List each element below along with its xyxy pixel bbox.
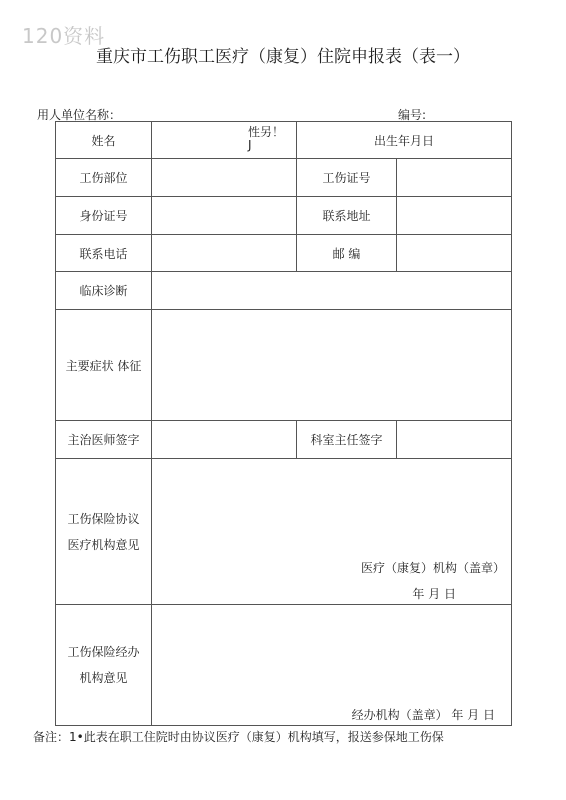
name-field[interactable] <box>152 122 297 159</box>
doctor-sign-label: 主治医师签字 <box>56 421 152 459</box>
form-row-agency-opinion <box>56 605 512 726</box>
id-field[interactable] <box>152 197 297 235</box>
number-label: 编号: <box>398 108 427 122</box>
medical-stamp-label: 医疗（康复）机构（盖章） <box>361 561 506 575</box>
application-form-table <box>55 121 512 726</box>
form-row-phone <box>56 235 512 272</box>
form-row-medical-opinion <box>56 459 512 605</box>
phone-label: 联系电话 <box>56 235 152 272</box>
remark-text: 备注：1•此表在职工住院时由协议医疗（康复）机构填写，报送参保地工伤保 <box>33 730 444 744</box>
form-row-id <box>56 197 512 235</box>
gender-label: 性另！ <box>248 125 285 139</box>
postcode-field[interactable] <box>397 235 512 272</box>
dob-label: 出生年月日 <box>297 122 512 159</box>
diagnosis-field[interactable] <box>152 272 512 310</box>
name-label: 姓名 <box>56 122 152 159</box>
watermark: 120资料 <box>22 24 106 48</box>
medical-opinion-label: 工伤保险协议 医疗机构意见 <box>56 459 152 605</box>
director-sign-field[interactable] <box>397 421 512 459</box>
medical-date-label: 年 月 日 <box>412 587 457 601</box>
address-field[interactable] <box>397 197 512 235</box>
agency-opinion-field[interactable] <box>152 605 512 726</box>
employer-label: 用人单位名称： <box>37 108 122 122</box>
dept-label: 工伤部位 <box>56 159 152 197</box>
doctor-sign-field[interactable] <box>152 421 297 459</box>
symptoms-label: 主要症状 体征 <box>56 310 152 421</box>
agency-opinion-label: 工伤保险经办 机构意见 <box>56 605 152 726</box>
form-row-signatures <box>56 421 512 459</box>
agency-stamp-label: 经办机构（盖章） 年 月 日 <box>351 708 496 722</box>
dept-field[interactable] <box>152 159 297 197</box>
form-row-name <box>56 122 512 159</box>
injury-cert-label: 工伤证号 <box>297 159 397 197</box>
medical-opinion-field[interactable] <box>152 459 512 605</box>
director-sign-label: 科室主任签字 <box>297 421 397 459</box>
id-label: 身份证号 <box>56 197 152 235</box>
address-label: 联系地址 <box>297 197 397 235</box>
gender-label-block <box>248 126 284 152</box>
page-title: 重庆市工伤职工医疗（康复）住院申报表（表一） <box>96 47 470 67</box>
symptoms-field[interactable] <box>152 310 512 421</box>
gender-mark: J <box>248 138 252 152</box>
phone-field[interactable] <box>152 235 297 272</box>
postcode-label: 邮 编 <box>297 235 397 272</box>
form-row-symptoms <box>56 310 512 421</box>
injury-cert-field[interactable] <box>397 159 512 197</box>
form-row-dept <box>56 159 512 197</box>
form-row-diagnosis <box>56 272 512 310</box>
diagnosis-label: 临床诊断 <box>56 272 152 310</box>
